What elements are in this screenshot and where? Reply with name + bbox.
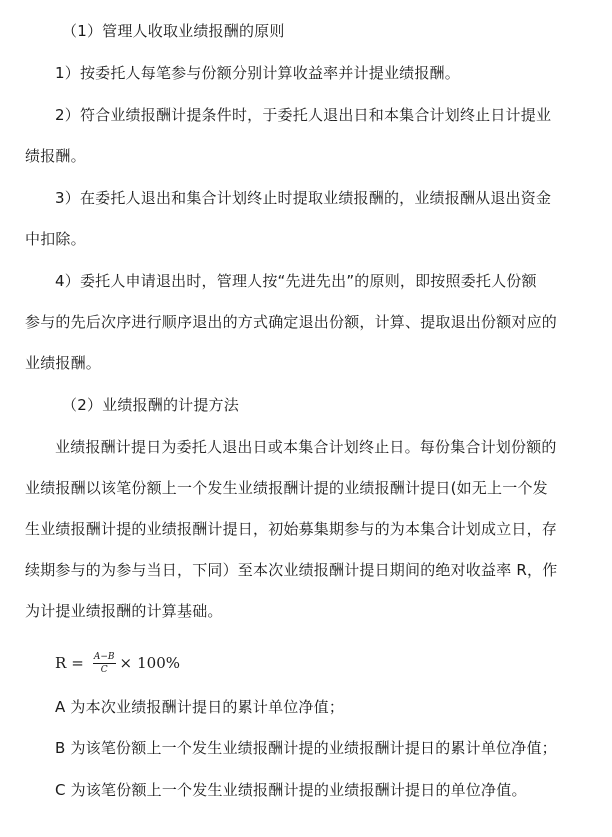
method-paragraph-line-1: 业绩报酬计提日为委托人退出日或本集合计划终止日。每份集合计划份额的 bbox=[55, 438, 557, 456]
principle-item-4-line-3: 业绩报酬。 bbox=[25, 354, 102, 372]
principle-item-3-line-1: 3）在委托人退出和集合计划终止时提取业绩报酬的，业绩报酬从退出资金 bbox=[55, 189, 552, 207]
principle-item-1: 1）按委托人每笔参与份额分别计算收益率并计提业绩报酬。 bbox=[55, 64, 460, 82]
principle-item-2-line-1: 2）符合业绩报酬计提条件时，于委托人退出日和本集合计划终止日计提业 bbox=[55, 106, 552, 124]
formula-factor: 100% bbox=[137, 654, 180, 672]
method-paragraph-line-4: 续期参与的为参与当日，下同）至本次业绩报酬计提日期间的绝对收益率 R，作 bbox=[25, 561, 558, 579]
section1-heading: （1）管理人收取业绩报酬的原则 bbox=[62, 22, 285, 40]
definition-a: A 为本次业绩报酬计提日的累计单位净值； bbox=[55, 698, 345, 716]
principle-item-4-line-2: 参与的先后次序进行顺序退出的方式确定退出份额，计算、提取退出份额对应的 bbox=[25, 313, 558, 331]
definition-b: B 为该笔份额上一个发生业绩报酬计提的业绩报酬计提日的累计单位净值； bbox=[55, 739, 557, 757]
method-paragraph-line-3: 生业绩报酬计提的业绩报酬计提日，初始募集期参与的为本集合计划成立日，存 bbox=[25, 520, 558, 538]
method-paragraph-line-5: 为计提业绩报酬的计算基础。 bbox=[25, 602, 223, 620]
return-formula bbox=[55, 646, 180, 680]
section2-heading: （2）业绩报酬的计提方法 bbox=[62, 396, 239, 414]
principle-item-3-line-2: 中扣除。 bbox=[25, 230, 86, 248]
principle-item-2-line-2: 绩报酬。 bbox=[25, 147, 86, 165]
formula-times: × bbox=[119, 654, 133, 672]
formula-fraction bbox=[93, 652, 116, 675]
formula-lhs: R bbox=[55, 654, 67, 672]
definition-c: C 为该笔份额上一个发生业绩报酬计提的业绩报酬计提日的单位净值。 bbox=[55, 781, 527, 799]
principle-item-4-line-1: 4）委托人申请退出时，管理人按“先进先出”的原则，即按照委托人份额 bbox=[55, 272, 537, 290]
formula-equals: = bbox=[71, 654, 84, 672]
formula-numerator: A−B bbox=[93, 651, 115, 662]
formula-denominator: C bbox=[100, 664, 108, 675]
method-paragraph-line-2: 业绩报酬以该笔份额上一个发生业绩报酬计提的业绩报酬计提日(如无上一个发 bbox=[25, 479, 548, 497]
